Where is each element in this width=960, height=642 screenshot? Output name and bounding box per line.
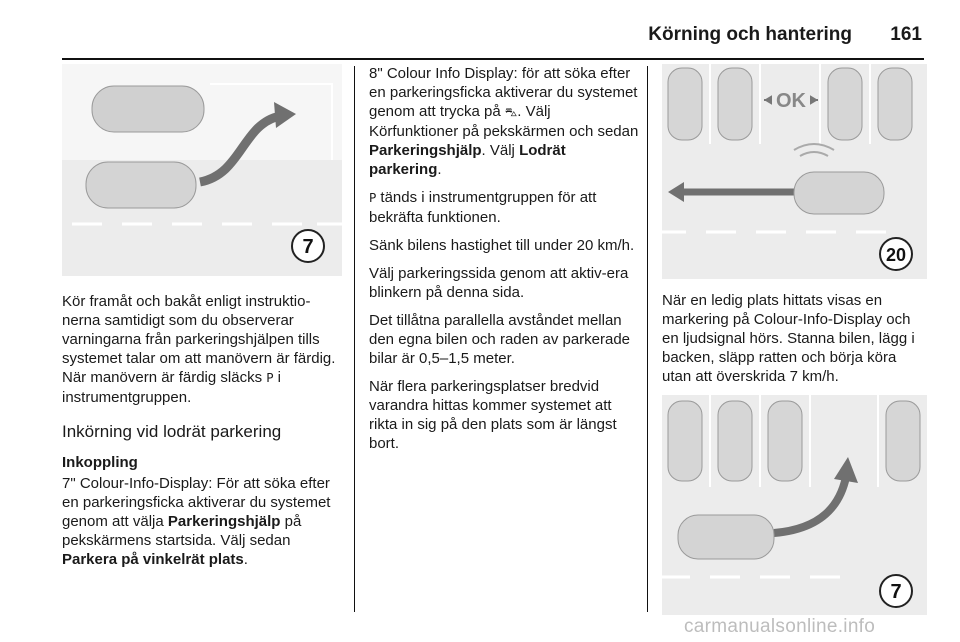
car-icon: ⛍ (504, 105, 518, 119)
page-header (62, 0, 924, 60)
svg-text:20: 20 (885, 245, 907, 265)
subheading: Inkoppling (62, 454, 138, 471)
column-middle (369, 64, 639, 462)
section-heading: Inkörning vid lodrät parkering (62, 422, 282, 441)
column-left (62, 64, 342, 578)
paragraph-side: Välj parkeringssida genom att aktiv-era blinkern på denna sida. (369, 265, 629, 301)
watermark: carmanualsonline.info (684, 616, 876, 637)
svg-text:7: 7 (302, 236, 314, 258)
paragraph-space-found: När en ledig plats hittats visas en markering på Colour-Info-Display och en ljudsignal hörs. Stanna bilen, lägg i backen, släpp ratten och börja köra utan att överskrida 7 km/h. (662, 292, 915, 385)
parking-assist-icon: P (369, 191, 377, 205)
section-title: Körning och hantering (648, 24, 852, 45)
svg-text:7: 7 (890, 581, 902, 603)
page-number: 161 (890, 24, 922, 45)
paragraph-7inch: 7" Colour-Info-Display: För att söka efter en parkeringsficka aktiverar du systemet genom att välja Parkeringshjälp på pekskärmens startsida. Välj sedan Parkera på vinkelrät plats. (62, 475, 331, 568)
column-divider-left (354, 66, 355, 612)
paragraph-distance: Det tillåtna parallella avståndet mellan den egna bilen och raden av parkerade bilar är 0,5–1,5 meter. (369, 312, 631, 367)
illustration-reverse-in (662, 395, 927, 615)
own-car (86, 162, 196, 208)
illustration-forward-backward (62, 64, 342, 276)
illustration-space-found (662, 64, 927, 279)
ok-label: OK (776, 90, 806, 112)
paragraph-confirm: P tänds i instrumentgruppen för att bekräfta funktionen. (369, 189, 597, 226)
parked-car (92, 86, 204, 132)
parking-assist-icon: P (266, 371, 274, 385)
paragraph-8inch: 8" Colour Info Display: för att söka efter en parkeringsficka aktiverar du systemet genom att trycka på ⛍. Välj Körfunktioner på pekskärmen och sedan Parkeringshjälp. Välj Lodrät parkering. (369, 65, 639, 178)
paragraph-maneuver: Kör framåt och bakåt enligt instruktio-nerna samtidigt som du observerar varningarna från parkeringshjälpen tills systemet talar om att manövern är färdig. När manövern är färdig släcks P i instrumentgruppen. (62, 293, 336, 406)
column-divider-right (647, 66, 648, 612)
paragraph-multiple: När flera parkeringsplatser bredvid varandra hittas kommer systemet att rikta in sig på den plats som är längst bort. (369, 378, 617, 452)
column-right (662, 64, 927, 615)
paragraph-speed: Sänk bilens hastighet till under 20 km/h. (369, 237, 635, 254)
